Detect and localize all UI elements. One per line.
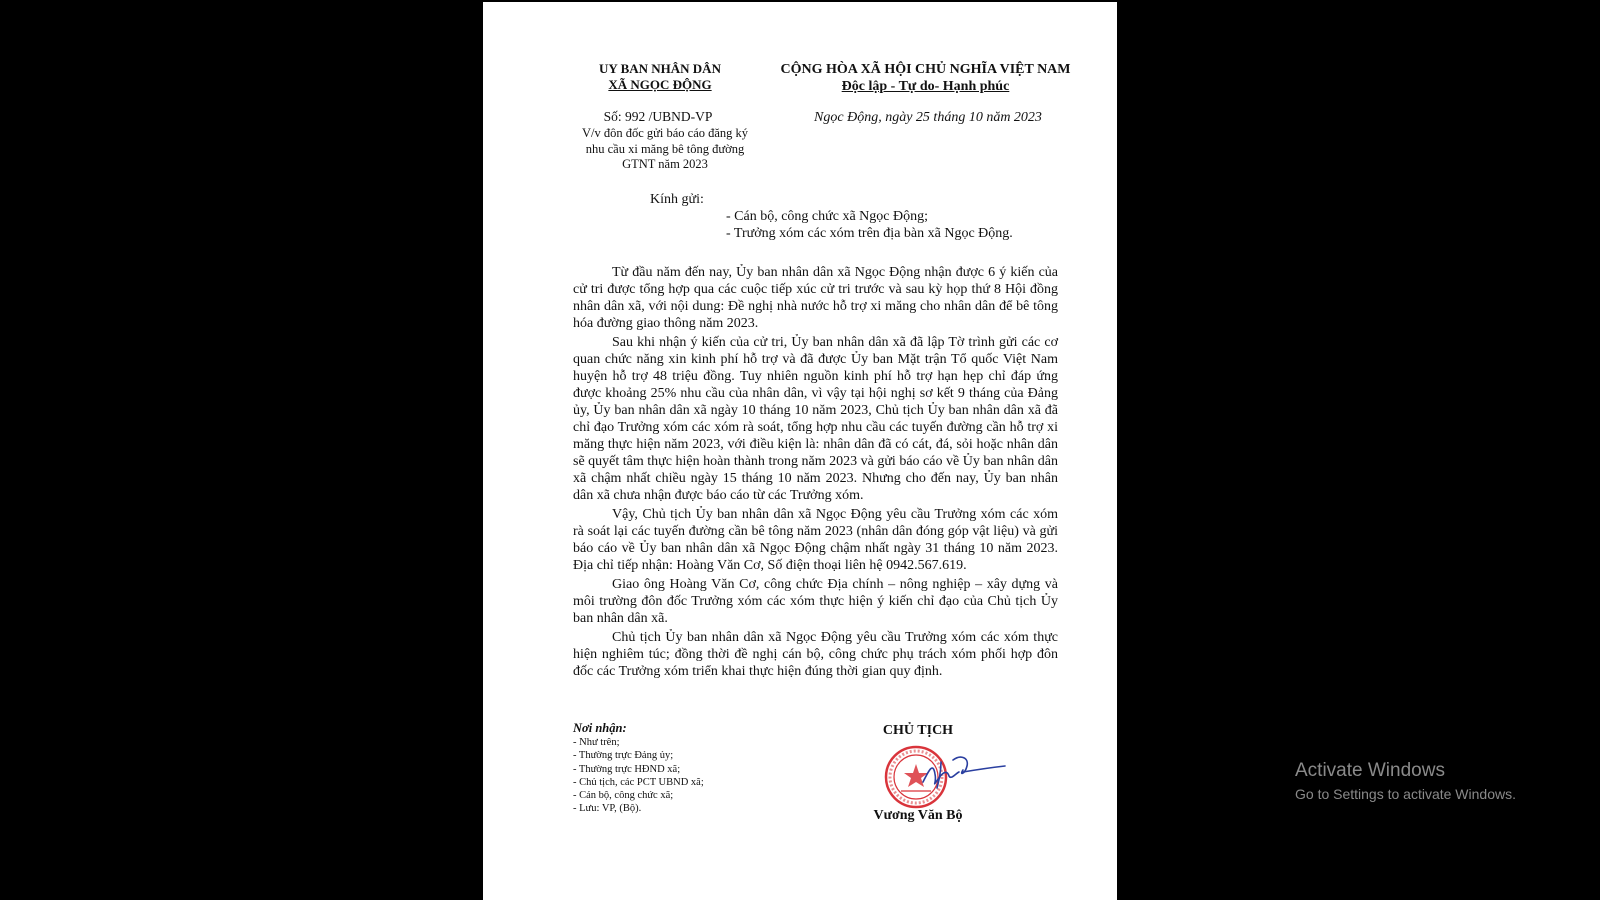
official-seal-icon <box>886 747 946 807</box>
greeting-label: Kính gửi: <box>650 192 704 207</box>
signature-title: CHỦ TỊCH <box>882 723 954 738</box>
recipient-line: - Cán bộ, công chức xã Ngọc Động; <box>726 209 928 224</box>
date-line: Ngọc Động, ngày 25 tháng 10 năm 2023 <box>814 110 1042 125</box>
recipients-footer-title: Nơi nhận: <box>573 721 627 735</box>
recipient-line: - Trưởng xóm các xóm trên địa bàn xã Ngọc Động. <box>726 226 1013 241</box>
document-page <box>483 2 1117 900</box>
document-subject: V/v đôn đốc gửi báo cáo đăng ký nhu cầu xi măng bê tông đường GTNT năm 2023 <box>581 126 749 171</box>
windows-activation-watermark-title: Activate Windows <box>1295 760 1445 781</box>
national-motto-text: Độc lập - Tự do- Hạnh phúc <box>841 79 1010 94</box>
org-name-line1: UY BAN NHÂN DÂN <box>599 61 721 76</box>
recipients-footer-item: - Thường trực HĐND xã; <box>573 763 681 775</box>
body-paragraph: Từ đầu năm đến nay, Ủy ban nhân dân xã Ngọc Động nhận được 6 ý kiến của cử tri được tổng hợp qua các cuộc tiếp xúc cử tri trước và sau kỳ họp thứ 8 Hội đồng nhân dân xã, với nội dung: Đề nghị nhà nước hỗ trợ xi măng cho nhân dân để bê tông hóa đường giao thông năm 2023. <box>573 265 1058 331</box>
recipients-footer-item: - Chủ tịch, các PCT UBND xã; <box>573 776 704 788</box>
windows-activation-watermark-hint: Go to Settings to activate Windows. <box>1295 786 1516 802</box>
document-body <box>573 264 1058 682</box>
document-number: Số: 992 /UBND-VP <box>603 109 713 124</box>
national-motto <box>758 78 1093 95</box>
body-paragraph: Giao ông Hoàng Văn Cơ, công chức Địa chính – nông nghiệp – xây dựng và môi trường đôn đốc Trưởng xóm các xóm thực hiện ý kiến chỉ đạo của Chủ tịch Ủy ban nhân dân xã. <box>573 577 1058 626</box>
recipients-footer-item: - Lưu: VP, (Bộ). <box>573 803 642 815</box>
official-seal-and-signature <box>883 744 1013 810</box>
signer-name: Vương Văn Bộ <box>873 808 963 823</box>
recipients-footer-item: - Cán bộ, công chức xã; <box>573 790 674 802</box>
body-paragraph: Chủ tịch Ủy ban nhân dân xã Ngọc Động yêu cầu Trưởng xóm các xóm thực hiện nghiêm túc; đồng thời đề nghị cán bộ, công chức phụ trách xóm phối hợp đôn đốc các Trưởng xóm triển khai thực hiện đúng thời gian quy định. <box>573 630 1058 679</box>
org-name-line2-text: XÃ NGỌC ĐỘNG <box>608 77 712 92</box>
body-paragraph: Sau khi nhận ý kiến của cử tri, Ủy ban nhân dân xã đã lập Tờ trình gửi các cơ quan chức năng xin kinh phí hỗ trợ và đã được Ủy ban Mặt trận Tổ quốc Việt Nam huyện hỗ trợ 48 triệu đồng. Tuy nhiên nguồn kinh phí hỗ trợ hạn hẹp chỉ đáp ứng được khoảng 25% nhu cầu của nhân dân, vì vậy tại hội nghị sơ kết 9 tháng của Đảng ủy, Ủy ban nhân dân xã ngày 10 tháng 10 năm 2023, Chủ tịch Ủy ban nhân dân xã đã chỉ đạo Trưởng xóm các xóm rà soát, tổng hợp nhu cầu các tuyến đường cần hỗ trợ xi măng thực hiện năm 2023, với điều kiện là: nhân dân đã có cát, đá, sỏi hoặc nhân dân sẽ quyết tâm thực hiện hoàn thành trong năm 2023 và gửi báo cáo về Ủy ban nhân dân xã chậm nhất chiều ngày 15 tháng 10 năm 2023. Nhưng cho đến nay, Ủy ban nhân dân xã chưa nhận được báo cáo từ các Trưởng xóm. <box>573 335 1058 503</box>
org-name-line2 <box>585 77 735 93</box>
recipients-footer-list <box>573 736 704 816</box>
recipients-footer-item: - Như trên; <box>573 737 620 748</box>
recipients-footer-item: - Thường trực Đảng ủy; <box>573 750 674 762</box>
national-title: CỘNG HÒA XÃ HỘI CHỦ NGHĨA VIỆT NAM <box>780 62 1071 77</box>
body-paragraph: Vậy, Chủ tịch Ủy ban nhân dân xã Ngọc Động yêu cầu Trưởng xóm các xóm rà soát lại các tuyến đường cần bê tông năm 2023 (nhân dân đóng góp vật liệu) và gửi báo cáo về Ủy ban nhân dân xã Ngọc Động chậm nhất ngày 31 tháng 10 năm 2023. Địa chỉ tiếp nhận: Hoàng Văn Cơ, Số điện thoại liên hệ 0942.567.619. <box>573 507 1058 573</box>
